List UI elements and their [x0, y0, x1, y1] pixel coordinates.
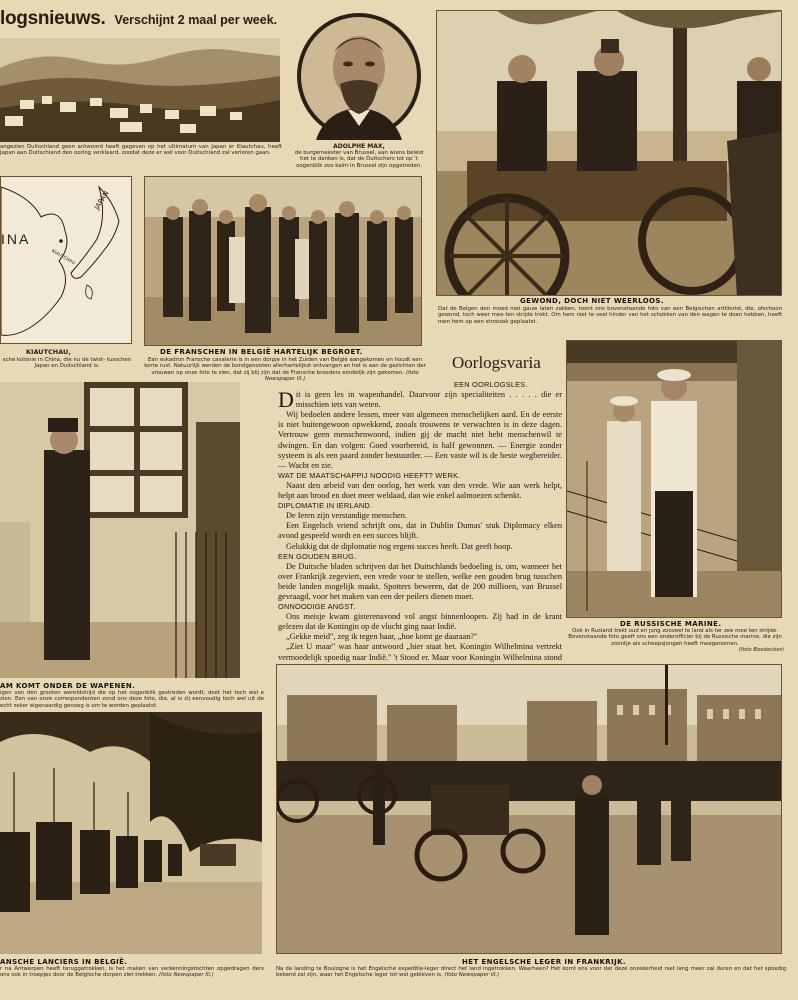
paragraph-1-text: it is geen les in wapenhandel. Daarvoor zijn specialiteiten . . . . . die er misschien iets van weten. [295, 390, 562, 410]
paragraph-1 [278, 387, 562, 413]
drop-cap: D [278, 387, 294, 413]
map-kiautchau [0, 176, 132, 344]
franschen-caption [144, 357, 426, 383]
masthead-subtitle: Verschijnt 2 maal per week. [114, 13, 278, 27]
landscape-photo [0, 38, 280, 142]
paragraph-8: Ons meisje kwam gisterenavond vol angst binnenloopen. Zij had in de krant gelezen dat de Koningin op de vlucht ging naar Indië. [278, 612, 562, 632]
english-army-photo [276, 664, 782, 954]
franschen-caption-text: Een eskadron Fransche cavalerie is in een dorpje in het Zuiden van België aangekomen en houdt een korte rust. Natuurlijk werden de bondgenooten allerhartelijkst ontvangen en het is aan de gezichten der vrouwen op onze foto te zien, dat zij blij zijn dat de Fransche broeders eindelijk zijn gekomen. [144, 357, 426, 376]
portrait-adolphe-max [296, 12, 422, 140]
article-body [278, 380, 562, 673]
paragraph-4: De Ieren zijn verstandige menschen. [286, 511, 407, 521]
map-label-kiautchau: KIAUTCHAU [50, 249, 76, 267]
leger-caption-text: Na de landing te Boulogne is het Engelsche expeditie-leger direct het land ingetrokken. Waarheen? Het komt ons voor dat deze onzekerheid niet lang meer zal duren en dat het spoedig bekend zal zijn, waar het Engelsche leger tot wel gebleven is. [276, 966, 786, 979]
leger-caption [276, 966, 786, 979]
paragraph-7: De Duitsche bladen schrijven dat het Duitschlands bedoeling is, om, wanneer het over Frankrijk zegeviert, een vrede voor te stellen, welke een gouden brug tusschen beide landen mogelijk maakt. Spotters beweren, dat de 200 millioen, van Brussel gevraagd, voor het maken van een der peilers dienen moet. [278, 561, 562, 601]
section-gouden-brug: EEN GOUDEN BRUG. [278, 551, 357, 561]
leger-credit: (foto Newspaper Ill.) [444, 972, 500, 979]
french-cavalry-photo [144, 176, 422, 346]
mayor-title: ADOLPHE MAX, [333, 143, 385, 150]
wapenen-title: AM KOMT ONDER DE WAPENEN. [0, 682, 136, 690]
kiautchau-caption: sche kolonie in China, die nu de twist- tusschen Japan en Duitschland is. [2, 357, 132, 370]
marine-credit: (foto Boedecker) [738, 647, 784, 654]
section-diplomatie: DIPLOMATIE IN IERLAND. [278, 501, 373, 511]
franschen-title: DE FRANSCHEN IN BELGIË HARTELIJK BEGROET. [160, 348, 363, 356]
kiautchau-title: KIAUTCHAU, [26, 348, 71, 356]
section-oorlogsles: EEN OORLOGSLES. [454, 380, 528, 389]
marine-caption [566, 628, 784, 654]
lanciers-title: ANSCHE LANCIERS IN BELGIË. [0, 958, 128, 966]
paragraph-2: Wij bedoelen andere lessen, meer van algemeen menschelijken aard. En de eerste is niet buitengewoon opwekkend, zooals trouwens te verwachten is in deze dagen. Vertrouw geen menschenwoord, indien gij de macht niet hebt menschenwil te dwingen. En dan volgen: Goed voorbereid, is half gewonnen. — Energie zonder systeem is als een paard zonder bestuurder. — Een vaste wil is de beste wegbereider. — Wacht en zie. [278, 410, 562, 470]
lanciers-photo [0, 712, 262, 954]
section-angst: ONNOODIGE ANGST. [278, 602, 356, 612]
masthead [0, 8, 285, 34]
leger-title: HET ENGELSCHE LEGER IN FRANKRIJK. [462, 958, 626, 966]
lanciers-credit: (foto Newspaper Ill.) [158, 972, 214, 979]
paragraph-9: „Gekke meid", zeg ik tegen haar, „hoe komt ge daaraan?" [286, 632, 478, 642]
landscape-caption: angezien Duitschland geen antwoord heeft gegeven op het ultimatum van Japan er Kiautchau, heeft Japan aan Duitschland den oorlog verklaard, zoodat deze er wel voor Duitschland zal verloren gaan. [0, 144, 282, 157]
paragraph-6: Gelukkig dat de diplomatie nog ergens succes heeft. Dat geeft hoop. [286, 541, 513, 551]
gewond-title: GEWOND, DOCH NIET WEERLOOS. [520, 297, 664, 305]
gewond-caption: Dat de Belgen den moed niet gauw laten zakken, toont ons bovenstaande foto van een Belgischen artillerist, die, ofschoon gewond, toch weer mee ten strijde trekt. Om hem niet te veel hinder van het schokken van den wagen te doen hebben, heeft men hem op een stroozak geplaatst. [438, 306, 782, 325]
mayor-caption: de burgemeester van Brussel, aan wiens beleid het te danken is, dat de Duitschers tot op 't oogenblik zoo kalm in Brussel zijn opgetreden. [294, 150, 424, 169]
wounded-artillerist-photo [436, 10, 782, 296]
section-maatschappij: WAT DE MAATSCHAPPIJ NOODIG HEEFT? WERK. [278, 470, 461, 480]
marine-caption-text: Ook in Rusland trekt oud en jong zooveel te land als ter zee mee ten strijde. Bovenstaande foto geeft ons een onderofficier bij de Russische marine, die zijn zoontje als scheepsjongen heeft meegenomen. [568, 628, 782, 647]
masthead-title: logsnieuws. [0, 8, 106, 29]
paragraph-5: Een Engelsch vriend schrijft ons, dat in Dublin Dumas' stuk Diplomacy elken avond gespeeld wordt en een succes blijft. [278, 521, 562, 541]
map-label-china: INA [1, 231, 31, 247]
wapenen-caption: igen van den grooten wereldstrijd die op het oogenblik gestreden wordt, doet het toch wel e zien. Een van onze correspondenten zond ons deze foto, die, al is zij eenvoudig toch wel uit de echt zeker eigenaardig genoeg is om te worden geplaatst. [0, 690, 264, 709]
russian-marine-photo [566, 340, 782, 618]
soldier-door-photo [0, 382, 240, 678]
paragraph-3: Naast den arbeid van den oorlog, het werk van den vrede. Wie aan werk helpt, helpt aan brood en doet meer weldaad, dan wie enkel aalmoezen schenkt. [278, 480, 562, 501]
marine-title: DE RUSSISCHE MARINE. [620, 620, 722, 628]
paragraph-10: „Ziet U maar" was haar antwoord „hier staat het. Koningin Wilhelmina vertrekt vermoedelijk spoedig naar Indië." 't Stond er. Maar voor Koningin Wilhelmina stond [278, 642, 562, 662]
lanciers-caption [0, 966, 264, 979]
article-heading: Oorlogsvaria [452, 353, 541, 372]
map-label-japan: JAPAN [93, 189, 111, 212]
franschen-credit: (foto Newspaper Ill.) [264, 369, 419, 383]
lanciers-caption-text: r na Antwerpen heeft teruggetrokken, is het maken van verkenningstochten opgedragen ders ons ook in troepjes door de Belgische dorpen ziet trekken. [0, 966, 264, 979]
